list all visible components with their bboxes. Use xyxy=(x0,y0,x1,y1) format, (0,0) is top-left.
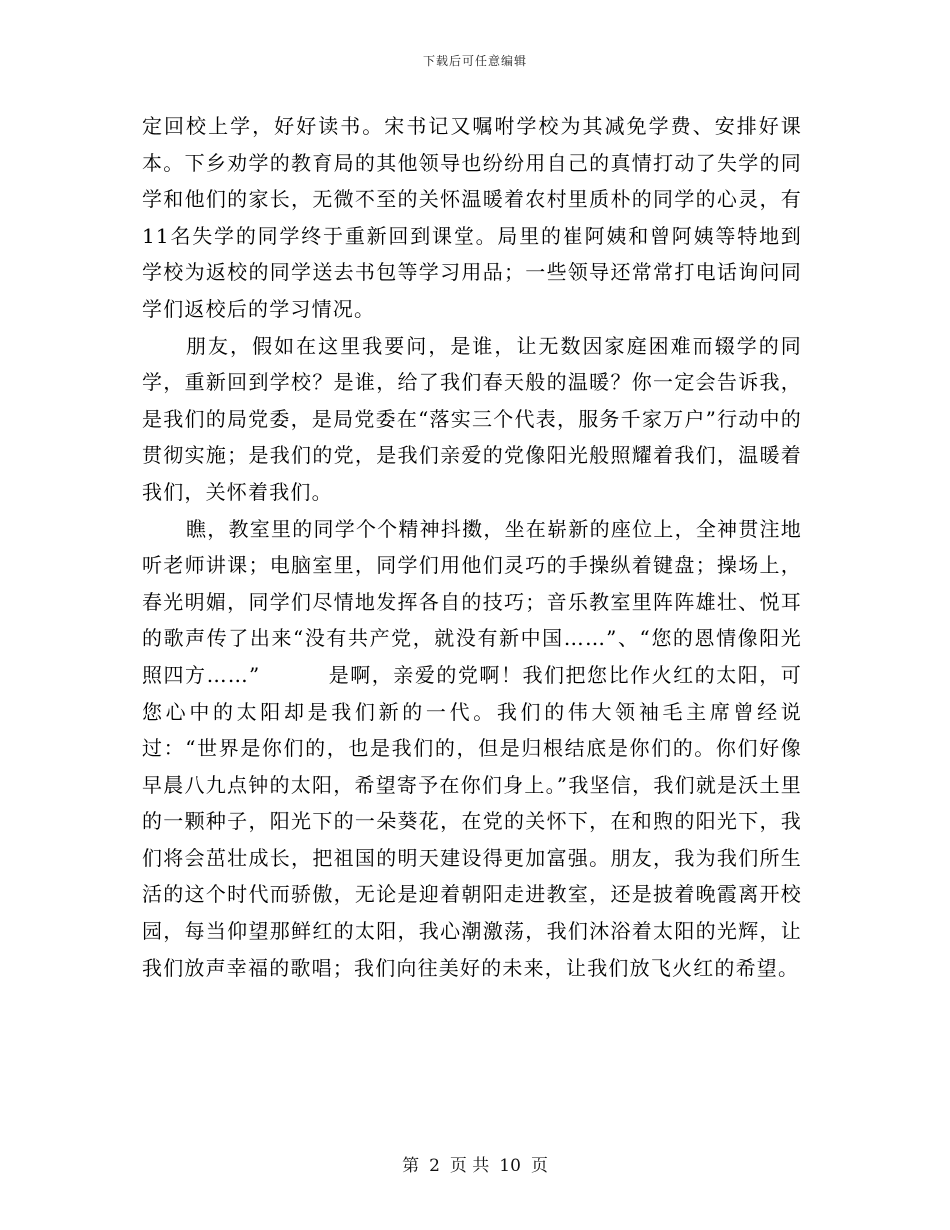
page-number-mid: 页 共 xyxy=(449,1156,490,1176)
paragraph-3-part-b: 是啊，亲爱的党啊！我们把您比作火红的太阳，可您心中的太阳却是我们新的一代。我们的伟大领袖毛主席曾经说过：“世界是你们的，也是我们的，但是归根结底是你们的。你们好像早晨八九点钟的太阳，希望寄予在你们身上。”我坚信，我们就是沃土里的一颗种子，阳光下的一朵葵花，在党的关怀下，在和煦的阳光下，我们将会茁壮成长，把祖国的明天建设得更加富强。朋友，我为我们所生活的这个时代而骄傲，无论是迎着朝阳走进教室，还是披着晚霞离开校园，每当仰望那鲜红的太阳，我心潮激荡，我们沐浴着太阳的光辉，让我们放声幸福的歌唱；我们向往美好的未来，让我们放飞火红的希望。 xyxy=(142,662,802,980)
page-footer xyxy=(0,1155,950,1177)
page-number-current: 2 xyxy=(429,1156,440,1176)
paragraph-3-part-a: 瞧，教室里的同学个个精神抖擞，坐在崭新的座位上，全神贯注地听老师讲课；电脑室里，同学们用他们灵巧的手操纵着键盘；操场上，春光明媚，同学们尽情地发挥各自的技巧；音乐教室里阵阵雄壮、悦耳的歌声传了出来“没有共产党，就没有新中国……”、“您的恩情像阳光照四方……” xyxy=(142,516,802,687)
page-header-note: 下载后可任意编辑 xyxy=(422,54,527,68)
page-number-suffix: 页 xyxy=(530,1156,548,1176)
paragraph-2: 朋友，假如在这里我要问，是谁，让无数因家庭困难而辍学的同学，重新回到学校？是谁，给了我们春天般的温暖？你一定会告诉我，是我们的局党委，是局党委在“落实三个代表，服务千家万户”行动中的贯彻实施；是我们的党，是我们亲爱的党像阳光般照耀着我们，温暖着我们，关怀着我们。 xyxy=(142,333,802,504)
paragraph-1: 定回校上学，好好读书。宋书记又嘱咐学校为其减免学费、安排好课本。下乡劝学的教育局的其他领导也纷纷用自己的真情打动了失学的同学和他们的家长，无微不至的关怀温暖着农村里质朴的同学的心灵，有11名失学的同学终于重新回到课堂。局里的崔阿姨和曾阿姨等特地到学校为返校的同学送去书包等学习用品；一些领导还常常打电话询问同学们返校后的学习情况。 xyxy=(142,114,802,321)
paragraph-3 xyxy=(142,511,802,987)
page-number-total: 10 xyxy=(499,1156,521,1176)
document-body xyxy=(142,108,802,986)
page-number-prefix: 第 xyxy=(402,1156,420,1176)
